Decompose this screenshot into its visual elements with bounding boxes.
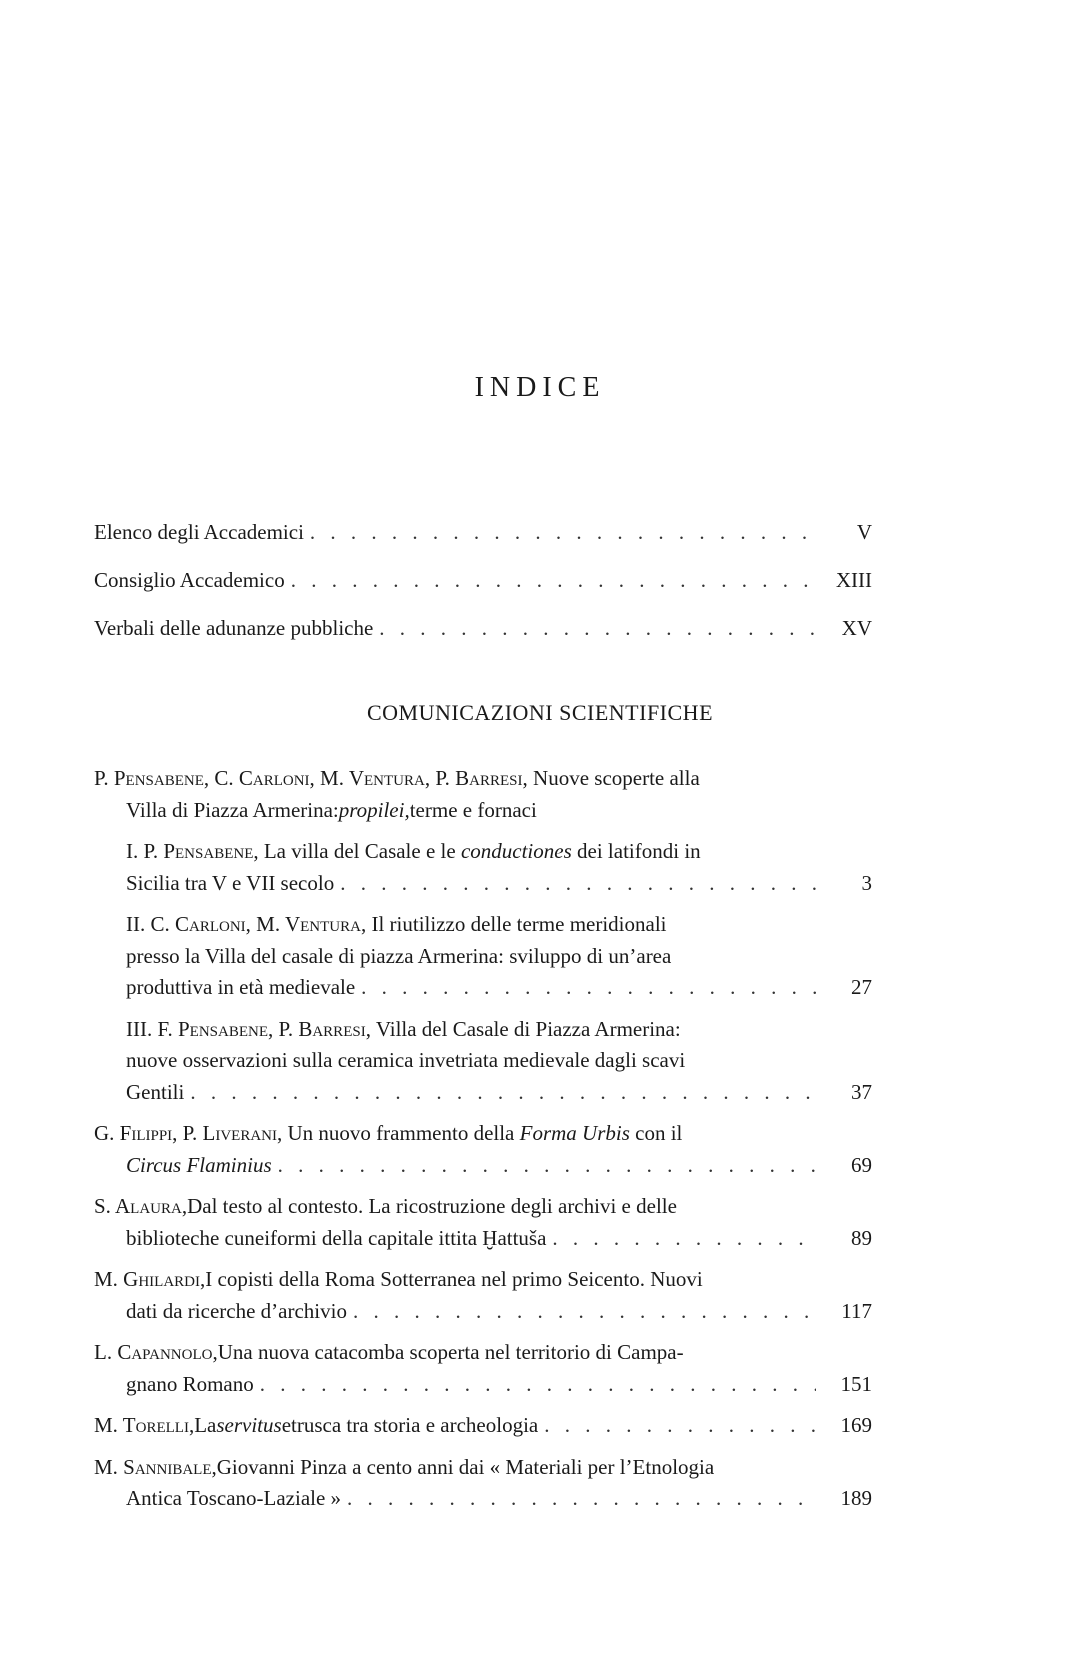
dot-leader bbox=[361, 972, 816, 1004]
entry-title: La villa del Casale e le bbox=[258, 839, 461, 863]
entry-authors: M. Torelli, bbox=[94, 1413, 195, 1437]
page-number: XV bbox=[841, 616, 872, 640]
toc-entry[interactable] bbox=[94, 836, 872, 899]
entry-authors: M. Ghilardi, bbox=[94, 1267, 206, 1291]
page-number: V bbox=[856, 520, 872, 544]
page-number: 117 bbox=[841, 1298, 872, 1323]
toc-entry[interactable] bbox=[94, 1264, 872, 1327]
entry-title: Gentili bbox=[126, 1079, 185, 1104]
entry-title-italic: propilei, bbox=[338, 797, 410, 822]
entry-title-italic: Circus Flaminius bbox=[126, 1152, 272, 1177]
entry-title: Villa di Piazza Armerina: bbox=[126, 797, 339, 822]
entry-authors: S. Alaura, bbox=[94, 1194, 188, 1218]
entry-title: Un nuovo frammento della bbox=[282, 1121, 520, 1145]
page-number: 189 bbox=[840, 1486, 872, 1510]
toc-entry[interactable] bbox=[94, 1410, 872, 1442]
entry-title: I copisti della Roma Sotterranea nel primo Seicento. Nuovi bbox=[205, 1267, 703, 1291]
dot-leader bbox=[260, 1369, 816, 1401]
dot-leader bbox=[278, 1150, 816, 1182]
entry-authors: I. P. Pensabene, bbox=[126, 839, 259, 863]
toc-entry[interactable] bbox=[94, 763, 872, 826]
entry-label: Verbali delle adunanze pubbliche bbox=[94, 616, 374, 640]
page-number: 69 bbox=[851, 1152, 872, 1177]
entry-title: biblioteche cuneiformi della capitale ittita Ḫattuša bbox=[126, 1225, 547, 1250]
entry-title: nuove osservazioni sulla ceramica invetriata medievale dagli scavi bbox=[126, 1048, 686, 1072]
page-number: 3 bbox=[861, 870, 872, 895]
dot-leader bbox=[544, 1410, 816, 1442]
entry-title: Villa del Casale di Piazza Armerina: bbox=[370, 1016, 681, 1041]
toc-entry[interactable] bbox=[94, 1337, 872, 1400]
entry-authors: L. Capannolo, bbox=[94, 1340, 218, 1364]
entry-title-italic: Forma Urbis bbox=[519, 1121, 630, 1145]
page-number: 151 bbox=[840, 1371, 872, 1396]
front-matter-list bbox=[94, 508, 872, 652]
entry-title: produttiva in età medievale bbox=[126, 975, 356, 999]
entry-title: Dal testo al contesto. La ricostruzione degli archivi e delle bbox=[187, 1194, 677, 1218]
entry-title: etrusca tra storia e archeologia bbox=[281, 1413, 539, 1437]
entry-title-italic: conductiones bbox=[460, 839, 572, 863]
toc-entry[interactable] bbox=[94, 1118, 872, 1181]
toc-entry[interactable] bbox=[94, 1191, 872, 1254]
entry-title: La bbox=[194, 1413, 217, 1437]
page-number: 89 bbox=[851, 1225, 872, 1250]
entry-title: presso la Villa del casale di piazza Armerina: sviluppo di un’area bbox=[126, 943, 672, 968]
entry-authors: G. Filippi, P. Liverani, bbox=[94, 1121, 283, 1145]
entry-title: dati da ricerche d’archivio bbox=[126, 1298, 347, 1323]
dot-leader bbox=[379, 604, 816, 652]
section-title: COMUNICAZIONI SCIENTIFICHE bbox=[366, 700, 714, 725]
entry-label: Consiglio Accademico bbox=[94, 568, 285, 592]
entry-authors: II. C. Carloni, M. Ventura, bbox=[126, 912, 367, 936]
dot-leader bbox=[190, 1077, 816, 1109]
entry-title: Nuove scoperte alla bbox=[527, 766, 700, 790]
toc-entry[interactable] bbox=[94, 1452, 872, 1515]
entry-title: dei latifondi in bbox=[571, 839, 701, 863]
entry-title: gnano Romano bbox=[126, 1371, 254, 1396]
page-number: XIII bbox=[835, 568, 872, 592]
entry-title: Sicilia tra V e VII secolo bbox=[126, 870, 335, 895]
toc-entry[interactable] bbox=[94, 508, 872, 556]
entry-title-italic: servitus bbox=[216, 1413, 282, 1437]
toc-entry[interactable] bbox=[94, 556, 872, 604]
dot-leader bbox=[347, 1483, 816, 1515]
entry-title: Giovanni Pinza a cento anni dai « Materiali per l’Etnologia bbox=[216, 1454, 715, 1479]
entry-title: con il bbox=[629, 1121, 683, 1145]
page-title: INDICE bbox=[474, 372, 606, 403]
toc-entry[interactable] bbox=[94, 909, 872, 1004]
dot-leader bbox=[291, 556, 816, 604]
entry-title: Una nuova catacomba scoperta nel territorio di Campa- bbox=[217, 1340, 684, 1364]
entry-authors: M. Sannibale, bbox=[94, 1454, 217, 1479]
dot-leader bbox=[310, 508, 816, 556]
page-number: 27 bbox=[851, 975, 872, 999]
entry-authors: III. F. Pensabene, P. Barresi, bbox=[126, 1016, 371, 1041]
dot-leader bbox=[340, 868, 816, 900]
page-number: 37 bbox=[851, 1079, 872, 1104]
dot-leader bbox=[552, 1223, 816, 1255]
page-number: 169 bbox=[840, 1413, 872, 1437]
toc-entry[interactable] bbox=[94, 1014, 872, 1109]
entry-title: Il riutilizzo delle terme meridionali bbox=[366, 912, 667, 936]
toc-entry[interactable] bbox=[94, 604, 872, 652]
entry-label: Elenco degli Accademici bbox=[94, 520, 304, 544]
scientific-entries-list bbox=[94, 763, 872, 1515]
entry-title: terme e fornaci bbox=[409, 797, 537, 822]
dot-leader bbox=[353, 1296, 816, 1328]
entry-authors: P. Pensabene, C. Carloni, M. Ventura, P. Barresi, bbox=[94, 766, 528, 790]
entry-title: Antica Toscano-Laziale » bbox=[126, 1486, 342, 1510]
